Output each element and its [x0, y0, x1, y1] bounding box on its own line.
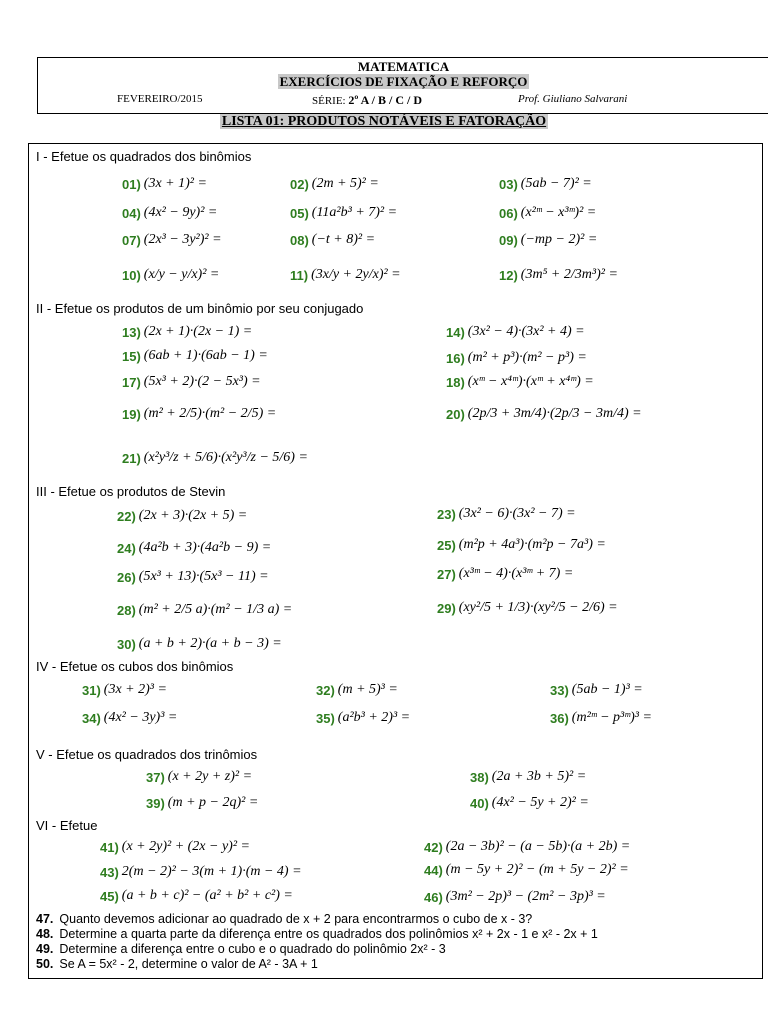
exercise-item — [446, 324, 585, 340]
exercise-expression: (4x² − 5y + 2)² = — [491, 795, 589, 810]
exercise-expression: (a + b + c)² − (a² + b² + c²) = — [121, 888, 293, 903]
exercise-item — [470, 795, 589, 811]
exercise-number: 19) — [122, 406, 141, 422]
exercise-expression: (−t + 8)² = — [311, 232, 376, 247]
exercise-item — [446, 350, 587, 366]
exercise-number: 31) — [82, 682, 101, 698]
exercise-expression: (a + b + 2)·(a + b − 3) = — [138, 636, 282, 651]
exercise-item — [122, 176, 207, 192]
exercise-number: 15) — [122, 348, 141, 364]
exercise-number: 23) — [437, 506, 456, 522]
exercise-item — [290, 176, 379, 192]
section-6-heading: VI - Efetue — [36, 818, 98, 833]
exercise-number: 25) — [437, 537, 456, 553]
exercise-item — [146, 795, 258, 811]
exercise-item — [550, 710, 652, 726]
exercise-item — [424, 889, 606, 905]
exercise-expression: (4x² − 9y)² = — [143, 205, 218, 220]
exercise-expression: (3x² − 4)·(3x² + 4) = — [467, 324, 585, 339]
exercise-item — [117, 540, 271, 556]
exercise-expression: (4a²b + 3)·(4a²b − 9) = — [138, 540, 272, 555]
exercise-expression: (5ab − 7)² = — [520, 176, 592, 191]
exercise-number: 40) — [470, 795, 489, 811]
subtitle: EXERCÍCIOS DE FIXAÇÃO E REFORÇO — [279, 74, 528, 89]
exercise-number: 14) — [446, 324, 465, 340]
exercise-number: 09) — [499, 232, 518, 248]
exercise-item — [122, 267, 219, 283]
exercise-expression: (m² + 2/5)·(m² − 2/5) = — [143, 406, 277, 421]
serie: SÉRIE: 2º A / B / C / D — [312, 93, 423, 107]
question-48: 48. Determine a quarta parte da diferença entre os quadrados dos polinômios x² + 2x - 1 e x² - 2x + 1 — [36, 927, 598, 941]
exercise-item — [499, 176, 592, 192]
exercise-item — [499, 267, 618, 283]
exercise-item — [100, 839, 250, 855]
exercise-number: 32) — [316, 682, 335, 698]
exercise-item — [122, 232, 222, 248]
exercise-number: 42) — [424, 839, 443, 855]
exercise-item — [82, 710, 177, 726]
exercise-expression: (2a − 3b)² − (a − 5b)·(a + 2b) = — [445, 839, 631, 854]
exercise-number: 05) — [290, 205, 309, 221]
exercise-number: 28) — [117, 602, 136, 618]
exercise-item — [446, 374, 594, 390]
exercise-expression: (m + p − 2q)² = — [167, 795, 259, 810]
exercise-item — [290, 267, 401, 283]
exercise-expression: (2a + 3b + 5)² = — [491, 769, 587, 784]
question-50: 50. Se A = 5x² - 2, determine o valor de A² - 3A + 1 — [36, 957, 318, 971]
exercise-item — [437, 566, 573, 582]
exercise-expression: (6ab + 1)·(6ab − 1) = — [143, 348, 268, 363]
exercise-expression: (5x³ + 13)·(5x³ − 11) = — [138, 569, 269, 584]
exercise-expression: (2p/3 + 3m/4)·(2p/3 − 3m/4) = — [467, 406, 642, 421]
exercise-item — [424, 839, 630, 855]
exercise-expression: (xy²/5 + 1/3)·(xy²/5 − 2/6) = — [458, 600, 618, 615]
exercise-number: 17) — [122, 374, 141, 390]
exercise-item — [122, 205, 217, 221]
section-1-heading: I - Efetue os quadrados dos binômios — [36, 149, 252, 164]
exercise-number: 39) — [146, 795, 165, 811]
section-3-heading: III - Efetue os produtos de Stevin — [36, 484, 226, 499]
exercise-item — [100, 888, 293, 904]
exercise-number: 30) — [117, 636, 136, 652]
exercise-number: 45) — [100, 888, 119, 904]
exercise-number: 13) — [122, 324, 141, 340]
exercise-number: 27) — [437, 566, 456, 582]
exercise-expression: (2x + 1)·(2x − 1) = — [143, 324, 253, 339]
teacher: Prof. Giuliano Salvarani — [518, 93, 628, 105]
exercise-expression: (x + 2y)² + (2x − y)² = — [121, 839, 250, 854]
exercise-number: 33) — [550, 682, 569, 698]
header-box — [37, 57, 768, 114]
exercise-item — [290, 205, 397, 221]
exercise-number: 18) — [446, 374, 465, 390]
exercise-item — [100, 864, 302, 880]
exercise-number: 01) — [122, 176, 141, 192]
exercise-expression: (x + 2y + z)² = — [167, 769, 253, 784]
exercise-item — [424, 862, 629, 878]
exercise-expression: (m − 5y + 2)² − (m + 5y − 2)² = — [445, 862, 629, 877]
exercise-expression: (m + 5)³ = — [337, 682, 398, 697]
exercise-item — [499, 205, 596, 221]
exercise-number: 22) — [117, 508, 136, 524]
exercise-expression: 2(m − 2)² − 3(m + 1)·(m − 4) = — [121, 864, 302, 879]
exercise-item — [316, 682, 398, 698]
exercise-number: 08) — [290, 232, 309, 248]
exercise-number: 35) — [316, 710, 335, 726]
exercise-expression: (m² + p³)·(m² − p³) = — [467, 350, 587, 365]
exercise-expression: (x²y³/z + 5/6)·(x²y³/z − 5/6) = — [143, 450, 308, 465]
exercise-number: 06) — [499, 205, 518, 221]
question-47: 47. Quanto devemos adicionar ao quadrado de x + 2 para encontrarmos o cubo de x - 3? — [36, 912, 533, 926]
exercise-item — [122, 450, 308, 466]
exercise-item — [437, 506, 576, 522]
exercise-expression: (3x/y + 2y/x)² = — [311, 267, 401, 282]
exercise-number: 07) — [122, 232, 141, 248]
exercise-item — [82, 682, 167, 698]
section-2-heading: II - Efetue os produtos de um binômio por seu conjugado — [36, 301, 364, 316]
exercise-number: 11) — [290, 267, 309, 283]
exercise-item — [470, 769, 586, 785]
exercise-item — [446, 406, 642, 422]
exercise-item — [437, 600, 618, 616]
exercise-number: 43) — [100, 864, 119, 880]
exercise-item — [290, 232, 375, 248]
section-4-heading: IV - Efetue os cubos dos binômios — [36, 659, 234, 674]
exercise-expression: (m²ᵐ − p³ᵐ)³ = — [571, 710, 652, 725]
exercise-expression: (−mp − 2)² = — [520, 232, 598, 247]
exercise-item — [437, 537, 606, 553]
list-title: LISTA 01: PRODUTOS NOTÁVEIS E FATORAÇÃO — [221, 114, 547, 129]
exercise-expression: (3x² − 6)·(3x² − 7) = — [458, 506, 576, 521]
exercise-item — [117, 569, 269, 585]
date: FEVEREIRO/2015 — [117, 93, 203, 105]
exercise-expression: (xᵐ − x⁴ᵐ)·(xᵐ + x⁴ᵐ) = — [467, 374, 594, 389]
exercise-number: 46) — [424, 889, 443, 905]
exercise-item — [316, 710, 410, 726]
question-49: 49. Determine a diferença entre o cubo e o quadrado do polinômio 2x² - 3 — [36, 942, 446, 956]
exercise-item — [117, 636, 282, 652]
exercise-item — [117, 508, 247, 524]
exercise-item — [122, 374, 261, 390]
exercise-number: 34) — [82, 710, 101, 726]
exercise-number: 29) — [437, 600, 456, 616]
exercise-item — [146, 769, 252, 785]
exercise-expression: (3x + 1)² = — [143, 176, 207, 191]
exercise-expression: (x/y − y/x)² = — [143, 267, 220, 282]
exercise-expression: (3x + 2)³ = — [103, 682, 167, 697]
exercise-number: 10) — [122, 267, 141, 283]
exercise-item — [122, 406, 276, 422]
exercise-expression: (11a²b³ + 7)² = — [311, 205, 398, 220]
section-5-heading: V - Efetue os quadrados dos trinômios — [36, 747, 258, 762]
exercise-item — [117, 602, 292, 618]
exercise-expression: (4x² − 3y)³ = — [103, 710, 178, 725]
exercise-number: 20) — [446, 406, 465, 422]
exercise-number: 26) — [117, 569, 136, 585]
exercise-expression: (2x + 3)·(2x + 5) = — [138, 508, 248, 523]
exercise-number: 12) — [499, 267, 518, 283]
exercise-number: 41) — [100, 839, 119, 855]
exercise-expression: (5ab − 1)³ = — [571, 682, 643, 697]
exercise-expression: (a²b³ + 2)³ = — [337, 710, 411, 725]
exercise-expression: (2x³ − 3y²)² = — [143, 232, 222, 247]
exercise-expression: (m²p + 4a³)·(m²p − 7a³) = — [458, 537, 606, 552]
exercise-number: 36) — [550, 710, 569, 726]
exercise-number: 24) — [117, 540, 136, 556]
exercise-number: 16) — [446, 350, 465, 366]
exercise-number: 38) — [470, 769, 489, 785]
exercise-number: 04) — [122, 205, 141, 221]
exercise-number: 03) — [499, 176, 518, 192]
exercise-item — [122, 348, 268, 364]
exercise-number: 02) — [290, 176, 309, 192]
exercise-expression: (x³ᵐ − 4)·(x³ᵐ + 7) = — [458, 566, 574, 581]
exercise-expression: (3m² − 2p)³ − (2m² − 3p)³ = — [445, 889, 606, 904]
exercise-number: 21) — [122, 450, 141, 466]
subject-title: MATEMATICA — [357, 59, 450, 74]
exercise-number: 37) — [146, 769, 165, 785]
exercise-expression: (2m + 5)² = — [311, 176, 379, 191]
exercise-expression: (5x³ + 2)·(2 − 5x³) = — [143, 374, 261, 389]
exercise-item — [550, 682, 643, 698]
exercise-expression: (m² + 2/5 a)·(m² − 1/3 a) = — [138, 602, 293, 617]
exercise-number: 44) — [424, 862, 443, 878]
exercise-expression: (3m⁵ + 2/3m³)² = — [520, 267, 618, 282]
exercise-item — [499, 232, 597, 248]
exercise-item — [122, 324, 252, 340]
exercise-expression: (x²ᵐ − x³ᵐ)² = — [520, 205, 597, 220]
